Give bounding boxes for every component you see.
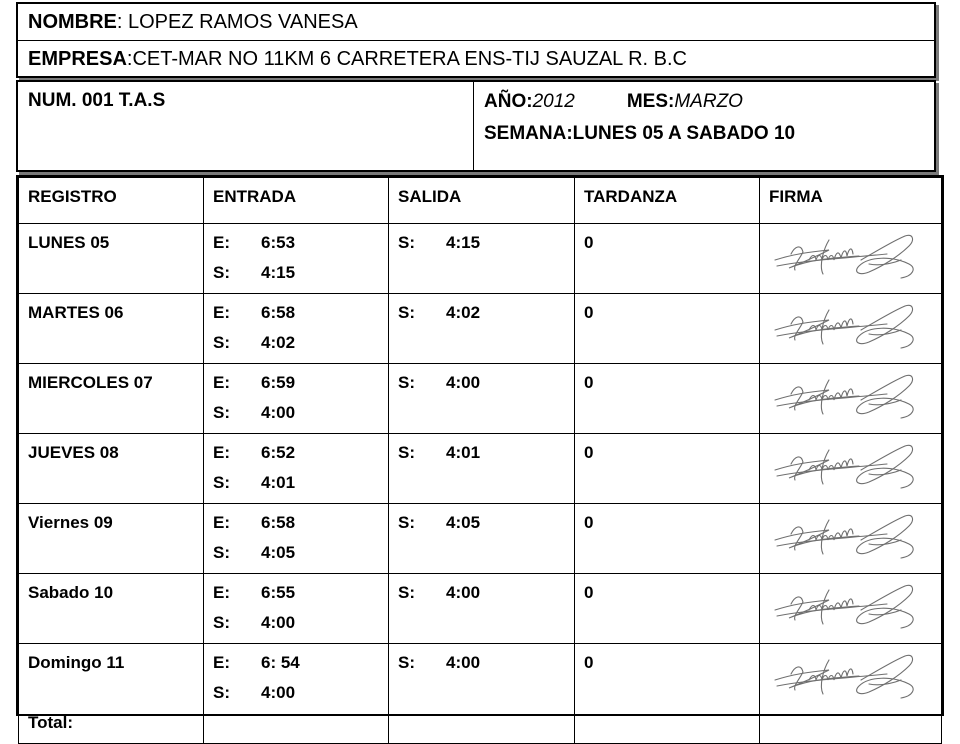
num-text: NUM. 001 T.A.S <box>28 90 166 111</box>
col-header-registro: REGISTRO <box>19 178 204 224</box>
table-row <box>19 504 942 574</box>
entrada-e-label: E: <box>213 373 230 392</box>
entrada-cell <box>204 434 389 504</box>
tardanza-cell <box>575 224 760 294</box>
entrada-s-line <box>213 398 388 428</box>
tardanza-value: 0 <box>584 233 594 252</box>
firma-cell <box>760 224 942 294</box>
nombre-value: : LOPEZ RAMOS VANESA <box>116 11 358 33</box>
registro-cell <box>19 434 204 504</box>
entrada-s-time: 4:00 <box>261 613 296 632</box>
entrada-e-time: 6:55 <box>261 583 296 602</box>
col-header-tardanza: TARDANZA <box>575 178 760 224</box>
signature-image <box>769 300 919 356</box>
salida-cell <box>389 574 575 644</box>
registro-cell <box>19 574 204 644</box>
tardanza-value: 0 <box>584 303 594 322</box>
empresa-label: EMPRESA <box>28 48 127 70</box>
entrada-s-label: S: <box>213 613 230 632</box>
entrada-e-line <box>213 508 388 538</box>
firma-cell <box>760 504 942 574</box>
registro-text: Sabado 10 <box>28 583 114 602</box>
col-header-salida: SALIDA <box>389 178 575 224</box>
col-header-firma: FIRMA <box>760 178 942 224</box>
table-header-row <box>19 178 942 224</box>
registro-text: Viernes 09 <box>28 513 113 532</box>
registro-text: JUEVES 08 <box>28 443 119 462</box>
table-row <box>19 644 942 744</box>
entrada-e-line <box>213 228 388 258</box>
salida-time: 4:00 <box>446 583 481 602</box>
tardanza-value: 0 <box>584 373 594 392</box>
attendance-table <box>16 175 944 732</box>
signature-image <box>769 580 919 636</box>
nombre-label: NOMBRE <box>28 11 117 33</box>
entrada-s-line <box>213 258 388 288</box>
salida-label: S: <box>398 233 415 252</box>
entrada-s-time: 4:02 <box>261 333 296 352</box>
entrada-s-time: 4:00 <box>261 403 296 422</box>
entrada-e-time: 6:59 <box>261 373 296 392</box>
salida-cell <box>389 504 575 574</box>
period-header <box>16 80 936 172</box>
entrada-e-label: E: <box>213 303 230 322</box>
tardanza-value: 0 <box>584 653 594 672</box>
entrada-e-line <box>213 298 388 328</box>
salida-label: S: <box>398 583 415 602</box>
tardanza-cell <box>575 434 760 504</box>
salida-time: 4:05 <box>446 513 481 532</box>
salida-label: S: <box>398 443 415 462</box>
signature-image <box>769 230 919 286</box>
empresa-value: :CET-MAR NO 11KM 6 CARRETERA ENS-TIJ SAUZAL R. B.C <box>126 48 688 70</box>
salida-label: S: <box>398 373 415 392</box>
entrada-e-line <box>213 578 388 608</box>
empresa-row <box>18 41 934 78</box>
entrada-e-time: 6: 54 <box>261 653 300 672</box>
entrada-e-label: E: <box>213 653 230 672</box>
salida-label: S: <box>398 653 415 672</box>
entrada-s-label: S: <box>213 683 230 702</box>
tardanza-value: 0 <box>584 583 594 602</box>
entrada-s-time: 4:15 <box>261 263 296 282</box>
registro-text: Domingo 11 <box>28 653 125 672</box>
firma-cell <box>760 434 942 504</box>
anio-mes-line <box>484 90 934 122</box>
semana-line: SEMANA:LUNES 05 A SABADO 10 <box>484 123 796 144</box>
salida-cell <box>389 224 575 294</box>
entrada-e-line <box>213 438 388 468</box>
anio-value: 2012 <box>532 91 575 112</box>
table-row <box>19 574 942 644</box>
registro-cell <box>19 364 204 434</box>
entrada-s-time: 4:01 <box>261 473 296 492</box>
salida-cell <box>389 434 575 504</box>
entrada-e-label: E: <box>213 513 230 532</box>
registro-text: LUNES 05 <box>28 233 110 252</box>
entrada-s-time: 4:05 <box>261 543 296 562</box>
entrada-e-time: 6:58 <box>261 513 296 532</box>
salida-label: S: <box>398 303 415 322</box>
firma-cell <box>760 294 942 364</box>
col-header-entrada: ENTRADA <box>204 178 389 224</box>
entrada-cell <box>204 364 389 434</box>
employee-header <box>16 2 936 78</box>
entrada-s-label: S: <box>213 473 230 492</box>
tardanza-cell <box>575 364 760 434</box>
anio-label: AÑO: <box>484 91 533 112</box>
registro-cell <box>19 504 204 574</box>
tardanza-cell <box>575 504 760 574</box>
period-cell <box>474 82 934 170</box>
entrada-e-label: E: <box>213 443 230 462</box>
registro-text: MIERCOLES 07 <box>28 373 153 392</box>
signature-image <box>769 370 919 426</box>
table-row <box>19 294 942 364</box>
entrada-e-time: 6:52 <box>261 443 296 462</box>
entrada-cell <box>204 224 389 294</box>
table-row <box>19 364 942 434</box>
entrada-cell <box>204 294 389 364</box>
entrada-s-line <box>213 678 388 708</box>
registro-text: MARTES 06 <box>28 303 124 322</box>
salida-label: S: <box>398 513 415 532</box>
entrada-s-line <box>213 608 388 638</box>
entrada-cell <box>204 574 389 644</box>
entrada-e-time: 6:53 <box>261 233 296 252</box>
salida-cell <box>389 644 575 744</box>
tardanza-value: 0 <box>584 443 594 462</box>
salida-time: 4:02 <box>446 303 481 322</box>
table-row <box>19 434 942 504</box>
salida-time: 4:00 <box>446 373 481 392</box>
nombre-row <box>18 4 934 41</box>
entrada-s-line <box>213 538 388 568</box>
firma-cell <box>760 644 942 744</box>
entrada-s-line <box>213 328 388 358</box>
salida-time: 4:00 <box>446 653 481 672</box>
registro-cell <box>19 644 204 744</box>
entrada-s-line <box>213 468 388 498</box>
signature-image <box>769 510 919 566</box>
entrada-s-label: S: <box>213 263 230 282</box>
tardanza-cell <box>575 294 760 364</box>
registro-cell <box>19 224 204 294</box>
num-cell <box>18 82 474 170</box>
entrada-e-time: 6:58 <box>261 303 296 322</box>
entrada-e-line <box>213 368 388 398</box>
entrada-s-label: S: <box>213 543 230 562</box>
entrada-s-label: S: <box>213 403 230 422</box>
salida-cell <box>389 294 575 364</box>
salida-cell <box>389 364 575 434</box>
tardanza-cell <box>575 574 760 644</box>
entrada-s-label: S: <box>213 333 230 352</box>
mes-label: MES: <box>626 91 675 112</box>
firma-cell <box>760 364 942 434</box>
entrada-s-time: 4:00 <box>261 683 296 702</box>
entrada-e-line <box>213 648 388 678</box>
salida-time: 4:15 <box>446 233 481 252</box>
registro-cell <box>19 294 204 364</box>
salida-time: 4:01 <box>446 443 481 462</box>
tardanza-cell <box>575 644 760 744</box>
signature-image <box>769 440 919 496</box>
entrada-e-label: E: <box>213 233 230 252</box>
entrada-cell <box>204 644 389 744</box>
table-row <box>19 224 942 294</box>
entrada-cell <box>204 504 389 574</box>
total-label: Total: <box>28 713 74 732</box>
tardanza-value: 0 <box>584 513 594 532</box>
entrada-e-label: E: <box>213 583 230 602</box>
signature-image <box>769 650 919 706</box>
mes-value: MARZO <box>674 91 743 112</box>
firma-cell <box>760 574 942 644</box>
